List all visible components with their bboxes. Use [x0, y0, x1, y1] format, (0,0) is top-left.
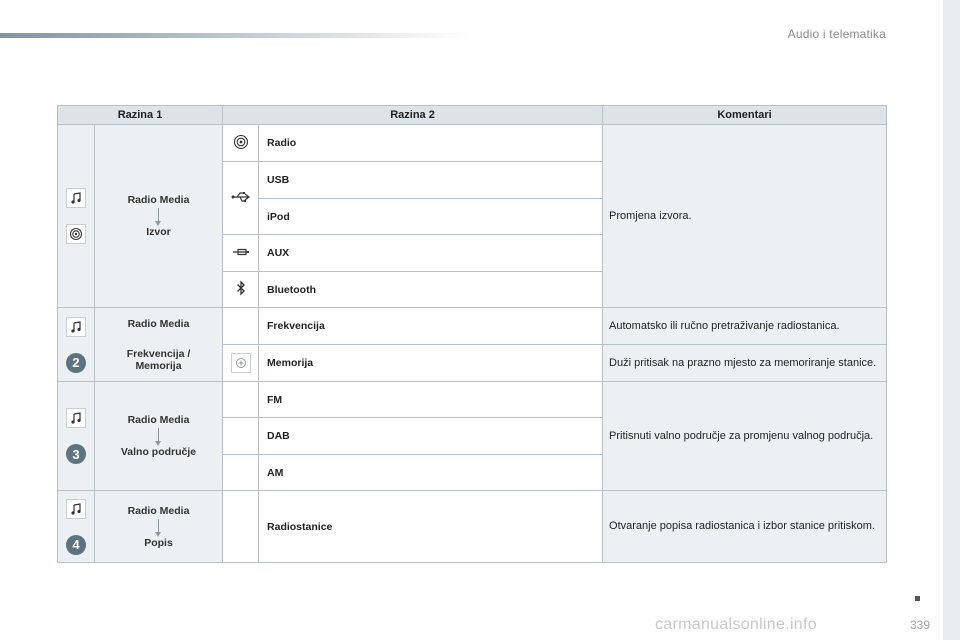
level1-frequency — [95, 308, 223, 382]
column-header-comments: Komentari — [603, 106, 887, 125]
radio-icon — [233, 134, 249, 150]
level1-top-label: Radio Media — [127, 194, 190, 206]
stations-icon-cell — [223, 491, 259, 563]
level1-bottom-label: Frekvencija / Memorija — [126, 347, 191, 372]
down-arrow-icon — [158, 519, 159, 533]
level2-usb: USB — [259, 162, 603, 199]
level1-top-label: Radio Media — [127, 504, 190, 517]
page-edge-strip — [943, 0, 960, 640]
level2-dab: DAB — [259, 418, 603, 455]
comment-source: Promjena izvora. — [603, 125, 887, 308]
step-badge: 4 — [66, 535, 86, 555]
table-header-row — [58, 106, 887, 125]
page-number: 339 — [910, 618, 931, 632]
header-accent-bar — [0, 33, 470, 38]
level1-source — [95, 125, 223, 308]
music-note-icon — [66, 408, 86, 428]
column-header-level1: Razina 1 — [58, 106, 223, 125]
radio-icon — [66, 224, 86, 244]
group-icons-band — [58, 382, 95, 491]
am-icon-cell — [223, 455, 259, 491]
level2-frequency: Frekvencija — [259, 308, 603, 345]
level2-radio: Radio — [259, 125, 603, 162]
level2-memory: Memorija — [259, 345, 603, 382]
column-header-level2: Razina 2 — [223, 106, 603, 125]
level2-bluetooth: Bluetooth — [259, 272, 603, 308]
level2-ipod: iPod — [259, 199, 603, 235]
step-badge: 2 — [66, 353, 86, 373]
comment-list: Otvaranje popisa radiostanica i izbor stanice pritiskom. — [603, 491, 887, 563]
group-icons-source — [58, 125, 95, 308]
aux-icon-cell — [223, 235, 259, 272]
comment-band: Pritisnuti valno područje za promjenu valnog područja. — [603, 382, 887, 491]
table-row — [58, 382, 887, 418]
level1-band — [95, 382, 223, 491]
level2-am: AM — [259, 455, 603, 491]
table-row — [58, 125, 887, 162]
fm-icon-cell — [223, 382, 259, 418]
comment-frequency: Automatsko ili ručno pretraživanje radiostanica. — [603, 308, 887, 345]
level2-fm: FM — [259, 382, 603, 418]
usb-icon-cell — [223, 162, 259, 235]
down-arrow-icon — [158, 208, 159, 222]
music-note-icon — [66, 317, 86, 337]
page-marker — [915, 596, 920, 601]
music-note-icon — [66, 499, 86, 519]
level1-top-label: Radio Media — [127, 414, 190, 426]
level1-bottom-label: Valno područje — [120, 446, 197, 458]
music-note-icon — [66, 188, 86, 208]
group-icons-frequency — [58, 308, 95, 382]
bluetooth-icon-cell — [223, 272, 259, 308]
level2-stations: Radiostanice — [259, 491, 603, 563]
level1-bottom-label: Izvor — [146, 226, 171, 238]
level1-list — [95, 491, 223, 563]
step-badge: 3 — [66, 444, 86, 464]
group-icons-list — [58, 491, 95, 563]
comment-memory: Duži pritisak na prazno mjesto za memoriranje stanice. — [603, 345, 887, 382]
dab-icon-cell — [223, 418, 259, 455]
aux-icon — [232, 247, 250, 257]
table-row — [58, 491, 887, 563]
memory-icon-cell — [223, 345, 259, 382]
bluetooth-icon — [236, 280, 246, 296]
table-row — [58, 308, 887, 345]
radio-source-icon-cell — [223, 125, 259, 162]
usb-icon — [231, 191, 251, 203]
level2-aux: AUX — [259, 235, 603, 272]
section-title: Audio i telematika — [787, 27, 886, 41]
frequency-icon-cell — [223, 308, 259, 345]
memory-plus-icon — [231, 353, 251, 373]
level1-bottom-label: Popis — [144, 536, 173, 549]
down-arrow-icon — [158, 428, 159, 442]
level1-top-label: Radio Media — [127, 317, 190, 330]
menu-table — [57, 105, 887, 563]
watermark: carmanualsonline.info — [655, 616, 817, 633]
